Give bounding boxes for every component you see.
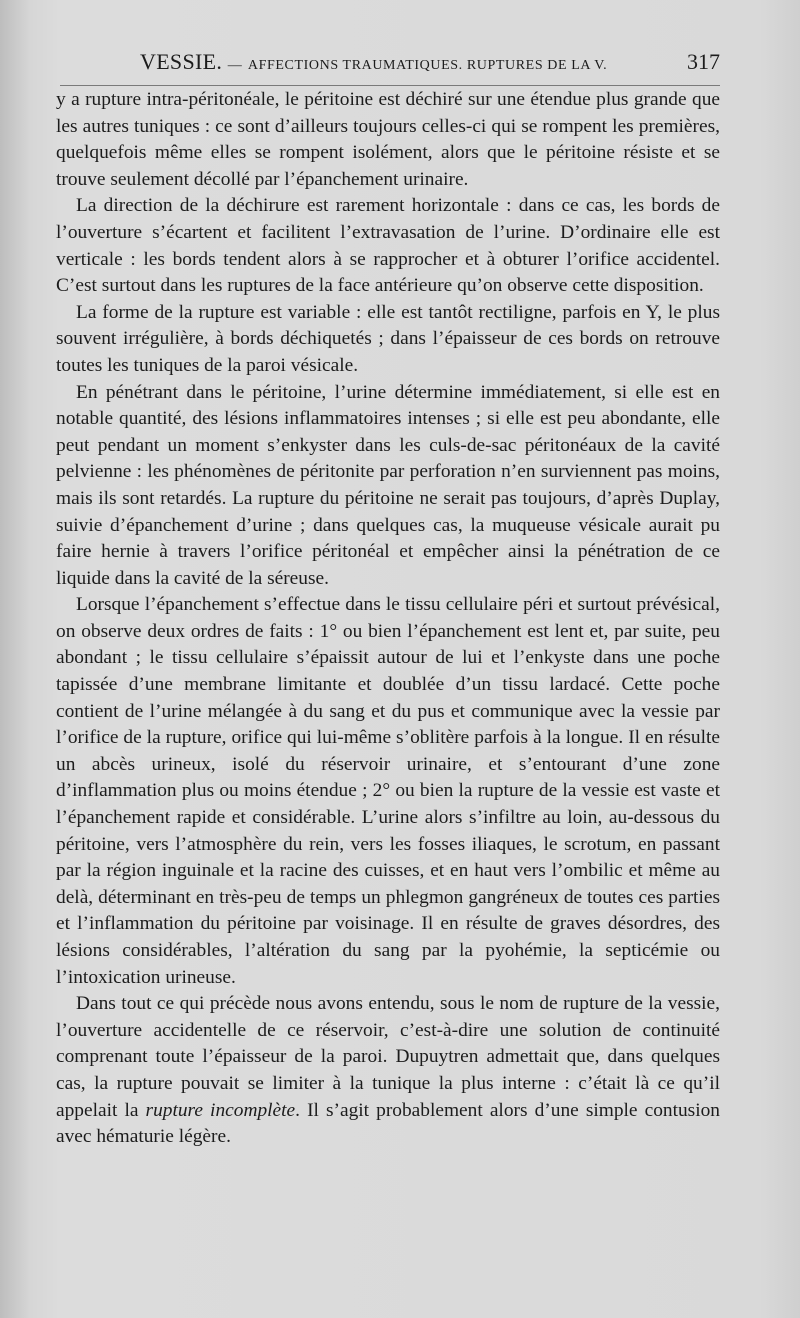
- running-header: [60, 45, 720, 86]
- paragraph-5: Lorsque l’épanchement s’effectue dans le tissu cellulaire péri et surtout prévésical, on observe deux ordres de faits : 1° ou bien l’épanchement est lent et, par suite, peu abondant ; le tissu cellulaire s’épaissit autour de lui et l’enkyste dans une poche tapissée d’une membrane limitante et doublée d’un tissu lardacé. Cette poche contient de l’urine mélangée à du sang et du pus et communique avec la vessie par l’orifice de la rupture, orifice qui lui-même s’oblitère parfois à la longue. Il en résulte un abcès urineux, isolé du réservoir urinaire, et s’entourant d’une zone d’inflammation plus ou moins étendue ; 2° ou bien la rupture de la vessie est vaste et l’épanchement rapide et considérable. L’urine alors s’infiltre au loin, au-dessous du péritoine, vers l’atmosphère du rein, vers les fosses iliaques, le scrotum, en passant par la région inguinale et la racine des cuisses, et en haut vers l’ombilic et même au delà, déterminant en très-peu de temps un phlegmon gangréneux de toutes ces parties et l’inflammation du péritoine par voisinage. Il en résulte de graves désordres, des lésions considérables, l’altération du sang par la pyohémie, la septicémie ou l’intoxication urineuse.: [56, 594, 720, 988]
- running-title: [140, 49, 607, 75]
- paragraph-4: En pénétrant dans le péritoine, l’urine détermine immédiatement, si elle est en notable quantité, des lésions inflammatoires intenses ; si elle est peu abondante, elle peut pendant un moment s’enkyster dans les culs-de-sac péritonéaux de la cavité pelvienne : les phénomènes de péritonite par perforation n’en surviennent pas moins, mais ils sont retardés. La rupture du péritoine ne serait pas toujours, d’après Duplay, suivie d’épanchement d’urine ; dans quelques cas, la muqueuse vésicale aurait pu faire hernie à travers l’orifice péritonéal et empêcher ainsi la pénétration de ce liquide dans la cavité de la séreuse.: [56, 381, 720, 589]
- paragraph-3: La forme de la rupture est variable : elle est tantôt rectiligne, parfois en Y, le plus souvent irrégulière, à bords déchiquetés ; dans l’épaisseur de ces bords on retrouve toutes les tuniques de la paroi vésicale.: [56, 301, 720, 376]
- paragraph-2: La direction de la déchirure est rarement horizontale : dans ce cas, les bords de l’ouverture s’écartent et facilitent l’extravasation de l’urine. D’ordinaire elle est verticale : les bords tendent alors à se rapprocher et à obturer l’orifice accidentel. C’est surtout dans les ruptures de la face antérieure qu’on observe cette disposition.: [56, 195, 720, 297]
- paragraph-1: y a rupture intra-péritonéale, le péritoine est déchiré sur une étendue plus grande que les autres tuniques : ce sont d’ailleurs toujours celles-ci qui se rompent les premières, quelquefois même elles se rompent isolément, alors que le péritoine résiste et se trouve seulement décollé par l’épanchement urinaire.: [56, 89, 720, 190]
- running-title-dash: —: [227, 58, 243, 73]
- body-text: [56, 87, 720, 1151]
- running-title-main: VESSIE.: [140, 49, 223, 74]
- paragraph-6-emphasis: rupture incomplète: [145, 1099, 296, 1121]
- paragraph-6: [56, 991, 720, 1151]
- page-number: 317: [687, 49, 720, 74]
- running-title-sub: AFFECTIONS TRAUMATIQUES. RUPTURES DE LA V.: [247, 58, 608, 73]
- paragraph-6-text-after: . Il s’agit probablement alors d’une simple contusion avec hématurie légère.: [56, 1099, 721, 1148]
- paragraph-6-text-before: Dans tout ce qui précède nous avons entendu, sous le nom de rupture de la vessie, l’ouverture accidentelle de ce réservoir, c’est-à-dire une solution de continuité comprenant toute l’épaisseur de la paroi. Dupuytren admettait que, dans quelques cas, la rupture pouvait se limiter à la tunique la plus interne : c’était là ce qu’il appelait la: [56, 993, 720, 1121]
